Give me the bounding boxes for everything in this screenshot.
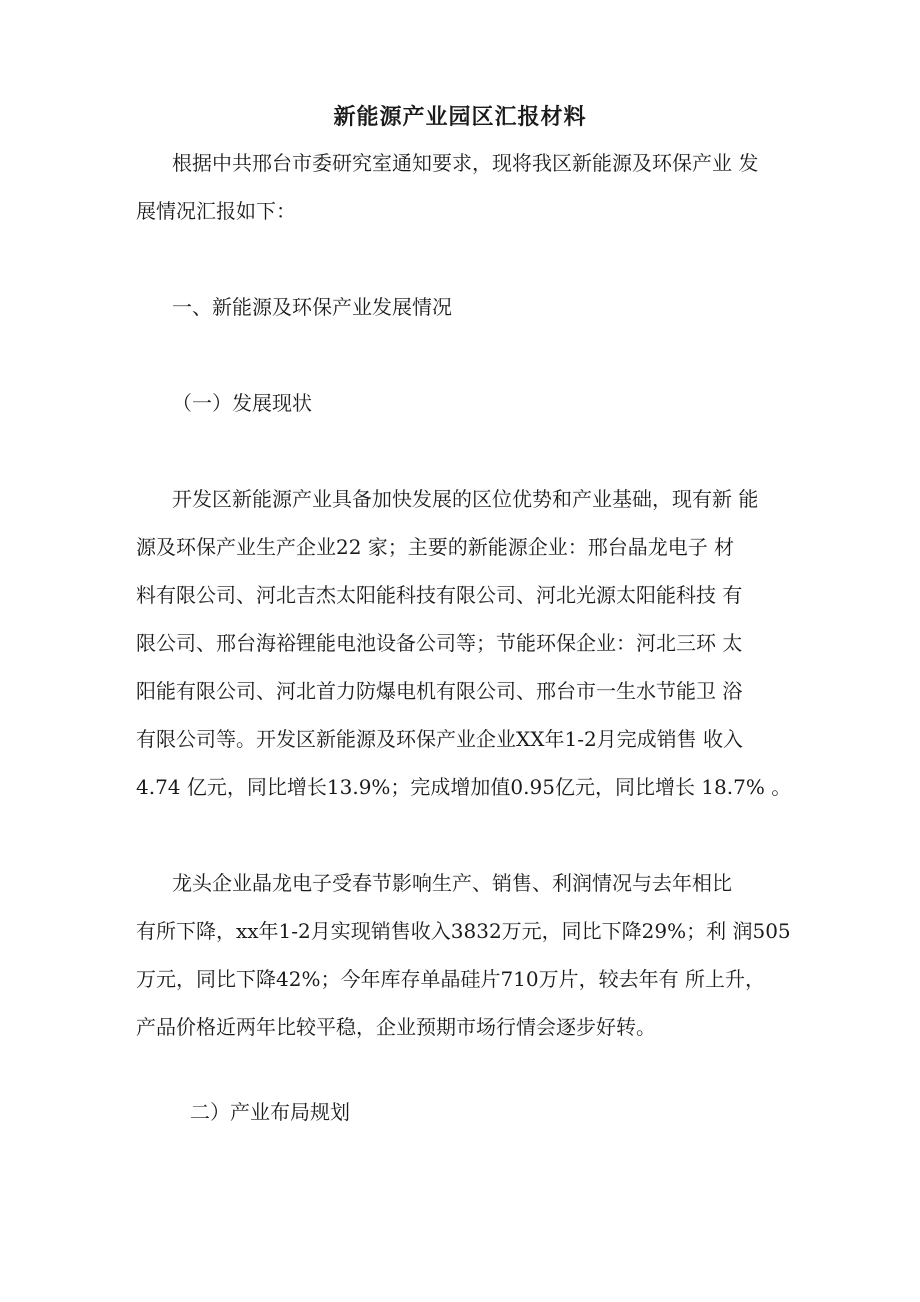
paragraph-1-line-5: 阳能有限公司、河北首力防爆电机有限公司、邢台市一生水节能卫 浴 xyxy=(136,679,743,703)
intro-line-1: 根据中共邢台市委研究室通知要求，现将我区新能源及环保产业 发 xyxy=(172,151,759,175)
paragraph-2-line-1: 龙头企业晶龙电子受春节影响生产、销售、利润情况与去年相比 xyxy=(172,871,732,895)
paragraph-1-line-2: 源及环保产业生产企业22 家；主要的新能源企业：邢台晶龙电子 材 xyxy=(136,535,735,559)
subsection-heading-1: （一）发展现状 xyxy=(172,391,312,415)
section-heading-1: 一、新能源及环保产业发展情况 xyxy=(172,295,452,319)
paragraph-2-line-2: 有所下降，xx年1-2月实现销售收入3832万元，同比下降29%；利 润505 xyxy=(136,919,791,943)
subsection-heading-2: 二）产业布局规划 xyxy=(190,1100,350,1124)
paragraph-1-line-7: 4.74 亿元，同比增长13.9%；完成增加值0.95亿元，同比增长 18.7% 。 xyxy=(136,775,792,799)
paragraph-1-line-1: 开发区新能源产业具备加快发展的区位优势和产业基础，现有新 能 xyxy=(172,487,759,511)
paragraph-1-line-6: 有限公司等。开发区新能源及环保产业企业XX年1-2月完成销售 收入 xyxy=(136,727,744,751)
paragraph-1-line-3: 料有限公司、河北吉杰太阳能科技有限公司、河北光源太阳能科技 有 xyxy=(136,583,743,607)
paragraph-1-line-4: 限公司、邢台海裕锂能电池设备公司等；节能环保企业：河北三环 太 xyxy=(136,631,743,655)
paragraph-2-line-3: 万元，同比下降42%；今年库存单晶硅片710万片，较去年有 所上升， xyxy=(136,967,765,991)
paragraph-2-line-4: 产品价格近两年比较平稳，企业预期市场行情会逐步好转。 xyxy=(136,1015,656,1039)
intro-line-2: 展情况汇报如下： xyxy=(136,199,296,223)
document-title: 新能源产业园区汇报材料 xyxy=(333,104,587,130)
